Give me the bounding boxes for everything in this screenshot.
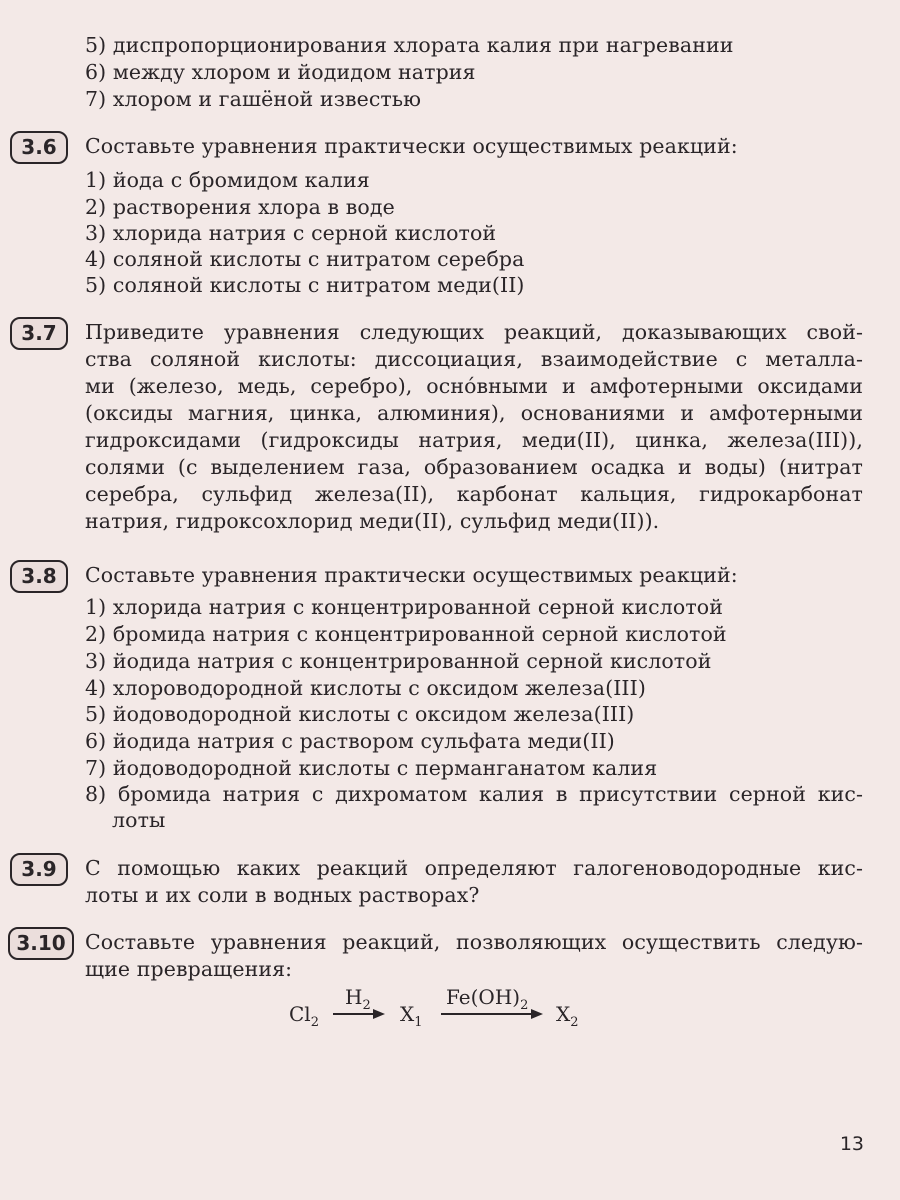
task-3-8-title: Составьте уравнения практически осуществимых реакций: bbox=[85, 563, 738, 587]
list-item-continuation: лоты bbox=[112, 808, 166, 832]
arrow-2 bbox=[441, 1013, 531, 1015]
task-3-7-line: серебра, сульфид железа(II), карбонат кальция, гидрокарбонат bbox=[85, 482, 863, 506]
task-3-7-line: натрия, гидроксохлорид меди(II), сульфид меди(II)). bbox=[85, 509, 660, 533]
task-3-7-line: ми (железо, медь, серебро), осно́вными и амфотерными оксидами bbox=[85, 374, 863, 398]
list-item: 3) хлорида натрия с серной кислотой bbox=[85, 221, 497, 245]
task-3-6-title: Составьте уравнения практически осуществимых реакций: bbox=[85, 134, 738, 158]
task-3-10-line: щие превращения: bbox=[85, 957, 293, 981]
scheme-end: $X_2$ bbox=[556, 1002, 579, 1030]
list-item: 5) йодоводородной кислоты с оксидом железа(III) bbox=[85, 702, 635, 726]
task-number-3-8: 3.8 bbox=[10, 560, 68, 593]
list-item: 6) между хлором и йодидом натрия bbox=[85, 60, 476, 84]
list-item: 6) йодида натрия с раствором сульфата меди(II) bbox=[85, 729, 615, 753]
arrow-1-head bbox=[373, 1009, 385, 1019]
arrow-1 bbox=[333, 1013, 373, 1015]
list-item: 8) бромида натрия с дихроматом калия в присутствии серной кис- bbox=[85, 782, 863, 806]
list-item: 2) растворения хлора в воде bbox=[85, 195, 395, 219]
arrow-2-head bbox=[531, 1009, 543, 1019]
scheme-start: $Cl_2$ bbox=[289, 1002, 319, 1030]
list-item: 4) соляной кислоты с нитратом серебра bbox=[85, 247, 525, 271]
list-item: 4) хлороводородной кислоты с оксидом железа(III) bbox=[85, 676, 646, 700]
list-item: 2) бромида натрия с концентрированной серной кислотой bbox=[85, 622, 727, 646]
list-item: 3) йодида натрия с концентрированной серной кислотой bbox=[85, 649, 712, 673]
list-item: 1) йода с бромидом калия bbox=[85, 168, 370, 192]
task-3-10-line: Составьте уравнения реакций, позволяющих осуществить следую- bbox=[85, 930, 863, 954]
list-item: 1) хлорида натрия с концентрированной серной кислотой bbox=[85, 595, 723, 619]
list-item: 7) хлором и гашёной известью bbox=[85, 87, 422, 111]
task-number-3-6: 3.6 bbox=[10, 131, 68, 164]
task-number-3-9: 3.9 bbox=[10, 853, 68, 886]
task-3-7-line: Приведите уравнения следующих реакций, доказывающих свой- bbox=[85, 320, 863, 344]
page-number: 13 bbox=[839, 1133, 864, 1155]
task-3-7-line: солями (с выделением газа, образованием осадка и воды) (нитрат bbox=[85, 455, 863, 479]
task-3-7-line: гидроксидами (гидроксиды натрия, меди(II), цинка, железа(III)), bbox=[85, 428, 863, 452]
reaction-scheme bbox=[289, 985, 609, 1035]
task-3-7-line: ства соляной кислоты: диссоциация, взаимодействие с металла- bbox=[85, 347, 863, 371]
task-number-3-10: 3.10 bbox=[8, 927, 74, 960]
scheme-reagent-2: $Fe(OH)_2$ bbox=[446, 985, 529, 1013]
task-3-9-line: лоты и их соли в водных растворах? bbox=[85, 883, 480, 907]
task-3-9-line: С помощью каких реакций определяют галогеноводородные кис- bbox=[85, 856, 863, 880]
scheme-intermediate: $X_1$ bbox=[400, 1002, 423, 1030]
task-number-3-7: 3.7 bbox=[10, 317, 68, 350]
scheme-reagent-1: $H_2$ bbox=[345, 985, 371, 1013]
list-item: 7) йодоводородной кислоты с перманганатом калия bbox=[85, 756, 658, 780]
list-item: 5) соляной кислоты с нитратом меди(II) bbox=[85, 273, 525, 297]
list-item: 5) диспропорционирования хлората калия при нагревании bbox=[85, 33, 734, 57]
task-3-7-line: (оксиды магния, цинка, алюминия), основаниями и амфотерными bbox=[85, 401, 863, 425]
